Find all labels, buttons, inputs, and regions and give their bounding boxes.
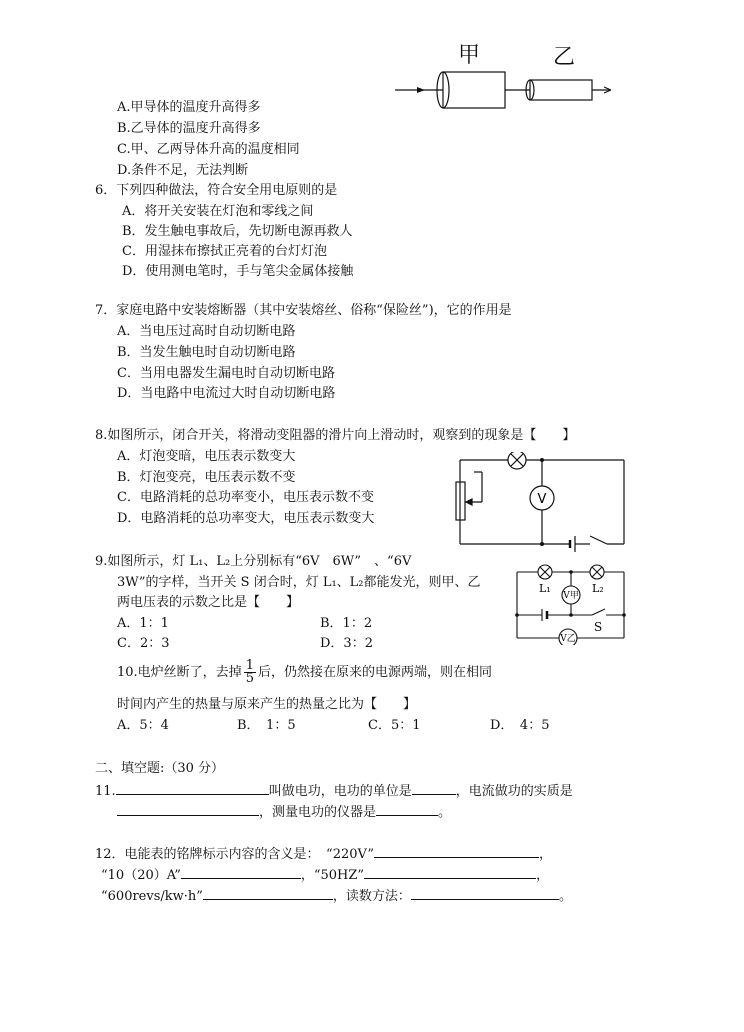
q11-blank-2[interactable] [412,782,456,795]
q12-blank-5[interactable] [411,887,559,900]
q9-option-d: D．3：2 [320,636,373,651]
q10-stem-post: 后，仍然接在原来的电源两端，则在相同 [257,665,492,680]
q9-stem-2: 3W”的字样，当开关 S 闭合时，灯 L₁、L₂都能发光，则甲、乙 [117,575,481,590]
lamp-l2-label: L₂ [592,582,604,595]
q7-option-c: C．当用电器发生漏电时自动切断电路 [117,366,335,381]
q12-comma-1: ， [539,847,553,862]
q10-fraction [244,660,256,685]
q12-comma-2: ， [536,868,550,883]
q5-option-a: A.甲导体的温度升高得多 [117,100,261,115]
q10-stem [117,656,492,690]
q10-option-b: B． 1：5 [237,718,296,733]
q9-option-a: A．1：1 [117,616,169,631]
q12-stem: 12．电能表的铭牌标示内容的含义是： “220V” [95,847,375,862]
q10-stem-pre: 10.电炉丝断了，去掉 [117,665,242,680]
q9-circuit-diagram [512,563,632,645]
q9-stem-3: 两电压表的示数之比是【 】 [117,595,300,610]
q10-option-c: C．5：1 [368,718,421,733]
voltmeter-label: V [537,492,547,507]
q6-option-b: B．发生触电事故后，先切断电源再救人 [122,224,353,239]
q9-stem-1: 9.如图所示，灯 L₁、L₂上分别标有“6V 6W” 、“6V [95,554,412,569]
q8-stem: 8.如图所示，闭合开关，将滑动变阻器的滑片向上滑动时，观察到的现象是【 】 [95,428,576,443]
label-yi: 乙 [553,45,576,70]
q8-option-c: C．电路消耗的总功率变小，电压表示数不变 [117,490,374,505]
q10-frac-den: 5 [245,671,254,686]
q6-option-d: D．使用测电笔时，手与笔尖金属体接触 [122,264,354,279]
q11-line-2 [117,803,451,821]
voltmeter-b-label: V乙 [560,634,576,644]
q11-text-3: ，测量电功的仪器是 [259,805,377,820]
q9-option-c: C．2：3 [117,636,170,651]
q8-circuit-diagram [452,452,632,552]
q12-line-2 [101,866,549,884]
q11-blank-1[interactable] [116,782,269,795]
switch-s-label: S [594,620,603,634]
q7-option-b: B．当发生触电时自动切断电路 [117,345,296,360]
q7-stem: 7．家庭电路中安装熔断器（其中安装熔丝、俗称“保险丝”)，它的作用是 [95,303,512,318]
q11-text-4: 。 [438,805,452,820]
q12-l2b: ，“50HZ” [300,868,365,883]
q12-l2a: “10（20）A” [101,868,181,883]
q8-option-d: D．电路消耗的总功率变大，电压表示数变大 [117,511,375,526]
q11-num: 11. [95,784,116,799]
q12-l3b: ，读数方法： [332,889,411,904]
q8-option-b: B．灯泡变亮，电压表示数不变 [117,470,296,485]
q11-blank-3[interactable] [117,803,259,816]
lamp-l1-label: L₁ [539,582,551,595]
q6-option-c: C．用湿抹布擦拭正亮着的台灯灯泡 [122,244,327,259]
q5-option-c: C.甲、乙两导体升高的温度相同 [117,142,300,157]
label-jia: 甲 [458,43,481,68]
q12-line-1 [95,845,552,863]
q9-option-b: B．1：2 [320,616,373,631]
section-title: 二、填空题:（30 分） [95,761,225,776]
q10-stem-2: 时间内产生的热量与原来产生的热量之比为【 】 [117,697,417,712]
q12-end: 。 [558,889,572,904]
q6-option-a: A．将开关安装在灯泡和零线之间 [122,204,314,219]
q6-stem: 6．下列四种做法，符合安全用电原则的是 [95,183,338,198]
q5-option-d: D.条件不足，无法判断 [117,163,249,178]
q7-option-a: A．当电压过高时自动切断电路 [117,324,296,339]
q11-line-1 [95,782,573,800]
q7-option-d: D．当电路中电流过大时自动切断电路 [117,386,336,401]
q12-line-3 [101,887,572,905]
q10-frac-num: 1 [245,658,254,673]
q12-blank-2[interactable] [181,866,301,879]
q8-option-a: A．灯泡变暗，电压表示数变大 [117,449,296,464]
q12-blank-3[interactable] [364,866,536,879]
q12-blank-1[interactable] [374,845,539,858]
voltmeter-a-label: V甲 [563,591,579,601]
q12-l3a: “600revs/kw·h” [101,889,203,904]
q11-text-2: ，电流做功的实质是 [455,784,573,799]
q12-blank-4[interactable] [203,887,333,900]
q10-option-a: A．5：4 [117,718,169,733]
q10-option-d: D． 4：5 [490,718,550,733]
q5-option-b: B.乙导体的温度升高得多 [117,121,261,136]
q11-text-1: 叫做电功，电功的单位是 [268,784,412,799]
q11-blank-4[interactable] [376,803,438,816]
conductor-figure [395,40,655,120]
